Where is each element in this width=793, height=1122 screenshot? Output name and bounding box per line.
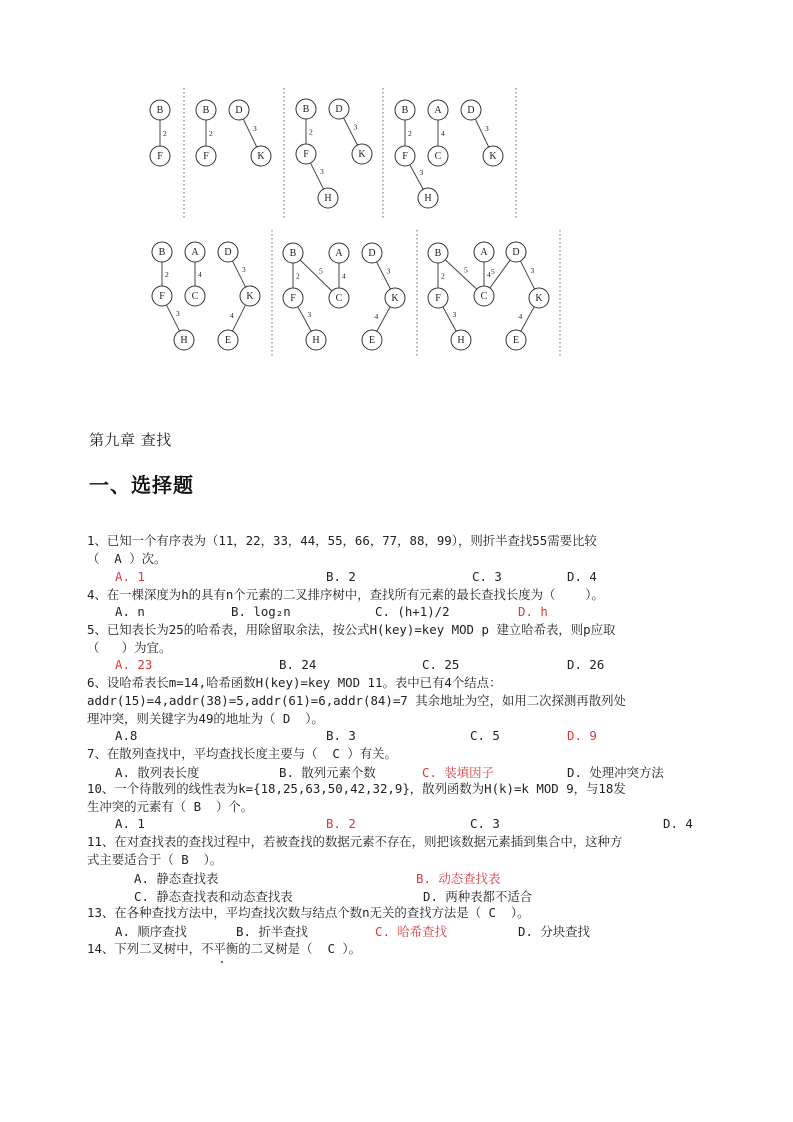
q11-option-a: A. 静态查找表 (134, 871, 219, 886)
edge-weight-label: 3 (242, 265, 246, 274)
node-label: F (402, 151, 408, 162)
q7-stem: 7、在散列查找中，平均查找长度主要与（ C ）有关。 (87, 746, 397, 761)
q13-option-c: C. 哈希查找 (375, 924, 447, 939)
node-B (283, 243, 303, 263)
node-label: F (203, 151, 209, 162)
node-label: B (401, 105, 409, 116)
node-F (428, 288, 448, 308)
node-C (185, 286, 205, 306)
node-A (329, 243, 349, 263)
edge-weight-label: 4 (198, 270, 202, 279)
q1-option-d: D. 4 (567, 569, 597, 584)
node-label: K (246, 291, 254, 302)
node-label: K (391, 293, 399, 304)
node-label: H (424, 193, 432, 204)
edge-weight-label: 4 (487, 270, 491, 279)
node-label: H (180, 335, 188, 346)
stray-dot-mark (221, 961, 223, 963)
node-H (451, 330, 471, 350)
q7-option-d: D. 处理冲突方法 (567, 765, 664, 780)
diagram-step-6 (283, 243, 405, 350)
edge-weight-label: 2 (296, 271, 300, 281)
edge-weight-label: 3 (419, 168, 424, 177)
q5-option-d: D. 26 (567, 657, 605, 672)
q1-stem-line2: （ A ）次。 (87, 551, 167, 566)
node-H (418, 188, 438, 208)
edge-weight-label: 5 (464, 265, 468, 275)
q14-stem: 14、下列二叉树中，不平衡的二叉树是（ C ）。 (87, 941, 361, 956)
edge-weight-label: 2 (441, 271, 445, 281)
q6-option-c: C. 5 (470, 728, 500, 743)
node-K (483, 146, 503, 166)
node-label: K (358, 149, 366, 160)
q13-option-a: A. 顺序查找 (115, 924, 187, 939)
q6-option-d: D. 9 (567, 728, 597, 743)
node-B (395, 100, 415, 120)
node-C (428, 146, 448, 166)
node-label: C (434, 151, 442, 162)
edge-B-C (300, 260, 332, 291)
node-C (474, 286, 494, 306)
q4-option-d: D. h (518, 604, 548, 619)
edge-weight-label: 3 (530, 266, 535, 275)
q1-stem-line1: 1、已知一个有序表为（11，22，33，44，55，66，77，88，99），则折半查找55需要比较 (87, 533, 597, 548)
node-label: A (480, 247, 488, 258)
q10-option-d: D. 4 (663, 816, 693, 831)
q11-option-b: B. 动态查找表 (416, 871, 501, 886)
node-label: B (158, 247, 166, 258)
q11-stem-line2: 式主要适合于（ B ）。 (87, 852, 223, 867)
edge-weight-label: 3 (386, 266, 391, 276)
node-label: D (335, 104, 343, 115)
node-label: F (435, 293, 441, 304)
node-label: B (202, 105, 210, 116)
q10-option-a: A. 1 (115, 816, 145, 831)
q13-stem: 13、在各种查找方法中，平均查找次数与结点个数n无关的查找方法是（ C ）。 (87, 905, 530, 920)
edge-weight-label: 2 (408, 129, 412, 138)
node-F (395, 146, 415, 166)
diagram-step-2 (196, 100, 271, 166)
edge-weight-label: 2 (163, 129, 167, 138)
node-label: A (434, 105, 442, 116)
node-label: F (303, 149, 309, 160)
q7-option-a: A. 散列表长度 (115, 765, 200, 780)
section-title: 一、选择题 (89, 473, 194, 497)
node-label: A (191, 247, 199, 258)
q6-stem-line2: addr(15)=4,addr(38)=5,addr(61)=6,addr(84)=7 其余地址为空，如用二次探测再散列处 (87, 693, 626, 708)
node-label: F (157, 151, 163, 162)
q1-option-b: B. 2 (326, 569, 356, 584)
kruskal-steps-diagram (0, 0, 793, 380)
edge-K-E (232, 305, 245, 331)
q5-option-b: B. 24 (279, 657, 317, 672)
node-label: B (302, 104, 310, 115)
node-H (306, 330, 326, 350)
edge-weight-label: 2 (209, 129, 213, 138)
q10-stem-line1: 10、一个待散列的线性表为k={18,25,63,50,42,32,9}，散列函数为H(k)=k MOD 9，与18发 (87, 781, 626, 796)
q5-stem-line1: 5、已知表长为25的哈希表，用除留取余法，按公式H(key)=key MOD p 建立哈希表，则p应取 (87, 622, 616, 637)
q6-stem-line3: 理冲突，则关键字为49的地址为（ D ）。 (87, 711, 324, 726)
edge-weight-label: 3 (485, 124, 489, 133)
node-D (506, 242, 526, 262)
node-H (174, 330, 194, 350)
edge-weight-label: 3 (353, 122, 358, 132)
node-label: C (480, 291, 488, 302)
edge-weight-label: 4 (374, 312, 379, 321)
q10-stem-line2: 生冲突的元素有（ B ）个。 (87, 799, 254, 814)
q10-option-b: B. 2 (326, 816, 356, 831)
q11-option-c: C. 静态查找表和动态查找表 (134, 889, 293, 904)
edge-weight-label: 3 (307, 310, 312, 319)
q7-option-b: B. 散列元素个数 (279, 765, 376, 780)
diagram-step-7 (428, 242, 549, 350)
node-F (152, 286, 172, 306)
node-label: H (457, 335, 465, 346)
q13-option-d: D. 分块查找 (518, 924, 590, 939)
node-C (329, 288, 349, 308)
node-D (218, 242, 238, 262)
node-B (428, 243, 448, 263)
node-label: D (224, 247, 232, 258)
node-F (150, 146, 170, 166)
node-B (296, 99, 316, 119)
node-B (196, 100, 216, 120)
q6-stem-line1: 6、设哈希表长m=14,哈希函数H(key)=key MOD 11。表中已有4个结点： (87, 675, 502, 690)
node-E (362, 330, 382, 350)
node-D (229, 100, 249, 120)
edge-weight-label: 3 (253, 124, 257, 133)
node-E (218, 330, 238, 350)
node-K (352, 144, 372, 164)
edge-K-E (374, 307, 390, 331)
node-E (506, 330, 526, 350)
q6-option-a: A.8 (115, 728, 138, 743)
node-D (329, 99, 349, 119)
q13-option-b: B. 折半查找 (236, 924, 308, 939)
node-A (474, 242, 494, 262)
node-label: E (224, 335, 232, 346)
diagram-step-5 (152, 242, 260, 350)
node-K (251, 146, 271, 166)
q11-stem-line1: 11、在对查找表的查找过程中，若被查找的数据元素不存在，则把该数据元素插到集合中，这种方 (87, 834, 623, 849)
node-label: B (289, 248, 297, 259)
edge-weight-label: 4 (230, 311, 234, 320)
q1-option-a: A. 1 (115, 569, 145, 584)
q5-option-c: C. 25 (422, 657, 460, 672)
edge-weight-label: 5 (491, 267, 495, 276)
node-label: D (368, 248, 376, 259)
node-F (283, 288, 303, 308)
node-F (196, 146, 216, 166)
node-K (529, 288, 549, 308)
q4-option-a: A. n (115, 604, 145, 619)
diagram-step-3 (296, 99, 372, 208)
edge-B-C (445, 260, 476, 289)
edge-weight-label: 2 (309, 127, 313, 137)
node-A (428, 100, 448, 120)
node-label: K (257, 151, 265, 162)
edge-weight-label: 5 (319, 266, 323, 276)
node-label: D (467, 105, 475, 116)
edge-weight-label: 3 (176, 309, 180, 318)
node-D (461, 100, 481, 120)
node-label: C (191, 291, 199, 302)
q11-option-d: D. 两种表都不适合 (423, 889, 533, 904)
node-label: H (324, 193, 332, 204)
chapter-title: 第九章 查找 (89, 431, 172, 449)
q4-option-c: C. (h+1)/2 (375, 604, 450, 619)
edge-weight-label: 4 (441, 129, 445, 138)
edge-weight-label: 4 (518, 312, 523, 321)
edge-K-E (518, 307, 534, 331)
node-A (185, 242, 205, 262)
q6-option-b: B. 3 (326, 728, 356, 743)
node-B (152, 242, 172, 262)
diagram-step-1 (150, 100, 170, 166)
node-label: F (290, 293, 296, 304)
node-K (385, 288, 405, 308)
node-D (362, 243, 382, 263)
node-label: F (159, 291, 165, 302)
node-label: C (335, 293, 343, 304)
q4-stem: 4、在一棵深度为h的具有n个元素的二叉排序树中，查找所有元素的最长查找长度为（ ）。 (87, 587, 604, 602)
edge-weight-label: 3 (320, 167, 324, 176)
q5-stem-line2: （ ）为宜。 (87, 640, 172, 655)
node-label: E (368, 335, 376, 346)
node-B (150, 100, 170, 120)
q5-option-a: A. 23 (115, 657, 153, 672)
node-label: A (335, 248, 343, 259)
edge-weight-label: 4 (342, 271, 346, 281)
node-K (240, 286, 260, 306)
diagram-step-4 (395, 100, 503, 208)
q10-option-c: C. 3 (470, 816, 500, 831)
node-label: H (312, 335, 320, 346)
q1-option-c: C. 3 (472, 569, 502, 584)
edge-weight-label: 3 (452, 310, 457, 319)
q4-option-b: B. log₂n (231, 604, 291, 619)
node-label: B (156, 105, 164, 116)
node-label: K (489, 151, 497, 162)
node-label: D (235, 105, 243, 116)
edge-weight-label: 2 (165, 270, 169, 279)
node-H (318, 188, 338, 208)
node-label: E (512, 335, 520, 346)
node-label: D (512, 247, 520, 258)
node-F (296, 144, 316, 164)
node-label: B (434, 248, 442, 259)
q7-option-c: C. 装填因子 (422, 765, 494, 780)
node-label: K (535, 293, 543, 304)
